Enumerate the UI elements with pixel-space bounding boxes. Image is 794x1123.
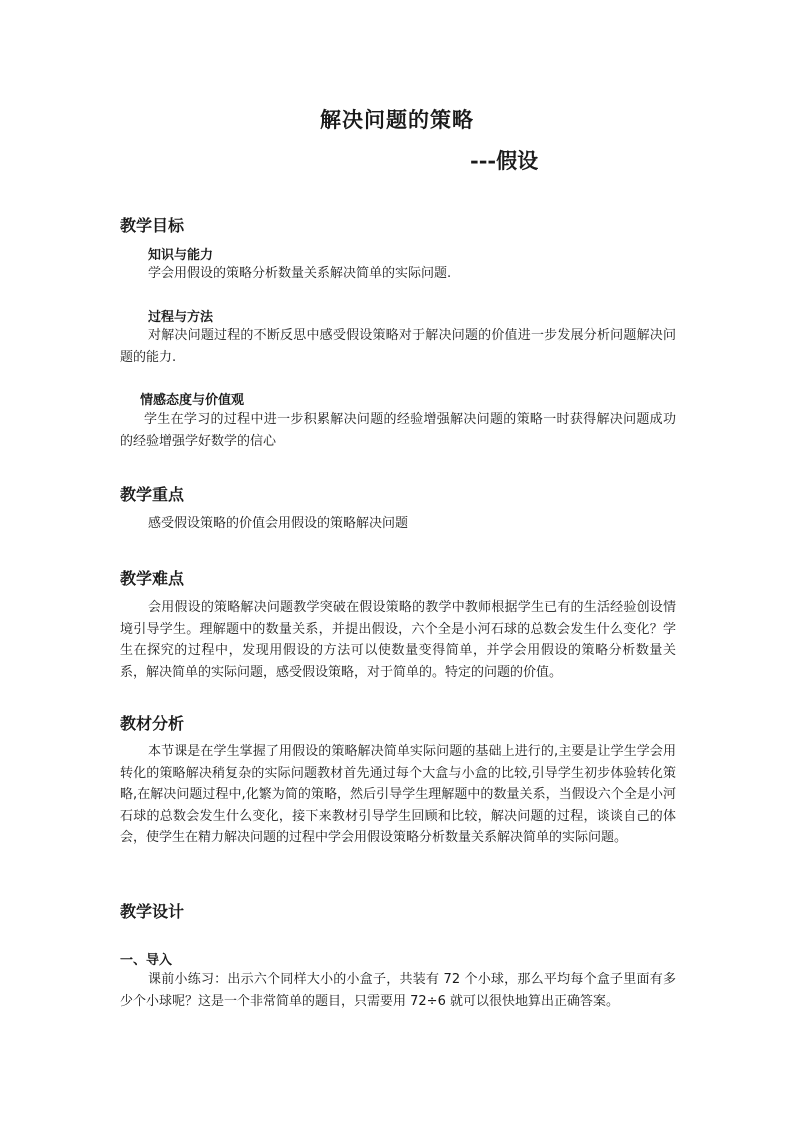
subheading-knowledge: 知识与能力 bbox=[148, 248, 214, 263]
section-heading-goals: 教学目标 bbox=[120, 216, 185, 235]
paragraph-process: 对解决问题过程的不断反思中感受假设策略对于解决问题的价值进一步发展分析问题解决问题的能力. bbox=[120, 328, 676, 365]
document-title: 解决问题的策略 bbox=[320, 107, 474, 132]
document-subtitle: ---假设 bbox=[470, 148, 539, 173]
paragraph-emotion: 学生在学习的过程中进一步积累解决问题的经验增强解决问题的策略一时获得解决问题成功的经验增强学好数学的信心 bbox=[120, 412, 676, 449]
section-heading-analysis: 教材分析 bbox=[120, 714, 185, 733]
section-heading-key-points: 教学重点 bbox=[120, 485, 185, 504]
section-heading-design: 教学设计 bbox=[120, 902, 185, 921]
subheading-intro: 一、导入 bbox=[120, 953, 173, 968]
paragraph-intro: 课前小练习：出示六个同样大小的小盒子，共装有 72 个小球，那么平均每个盒子里面有多少个小球呢？这是一个非常简单的题目，只需要用 72÷6 就可以很快地算出正确答案。 bbox=[120, 972, 676, 1009]
paragraph-knowledge: 学会用假设的策略分析数量关系解决简单的实际问题. bbox=[148, 266, 452, 281]
paragraph-key-points: 感受假设策略的价值会用假设的策略解决问题 bbox=[148, 516, 409, 531]
section-heading-difficulties: 教学难点 bbox=[120, 569, 185, 588]
subheading-process: 过程与方法 bbox=[148, 310, 214, 325]
paragraph-difficulties: 会用假设的策略解决问题教学突破在假设策略的教学中教师根据学生已有的生活经验创设情境引导学生。理解题中的数量关系，并提出假设，六个全是小河石球的总数会发生什么变化？学生在探究的过程中，发现用假设的方法可以使数量变得简单，并学会用假设的策略分析数量关系，解决简单的实际问题，感受假设策略，对于简单的。特定的问题的价值。 bbox=[120, 600, 676, 680]
paragraph-analysis: 本节课是在学生掌握了用假设的策略解决简单实际问题的基础上进行的,主要是让学生学会用转化的策略解决稍复杂的实际问题教材首先通过每个大盒与小盒的比较,引导学生初步体验转化策略,在解决问题过程中,化繁为简的策略，然后引导学生理解题中的数量关系，当假设六个全是小河石球的总数会发生什么变化，接下来教材引导学生回顾和比较，解决问题的过程，谈谈自己的体会，使学生在精力解决问题的过程中学会用假设策略分析数量关系解决简单的实际问题。 bbox=[120, 744, 676, 845]
subheading-emotion: 情感态度与价值观 bbox=[140, 393, 245, 408]
